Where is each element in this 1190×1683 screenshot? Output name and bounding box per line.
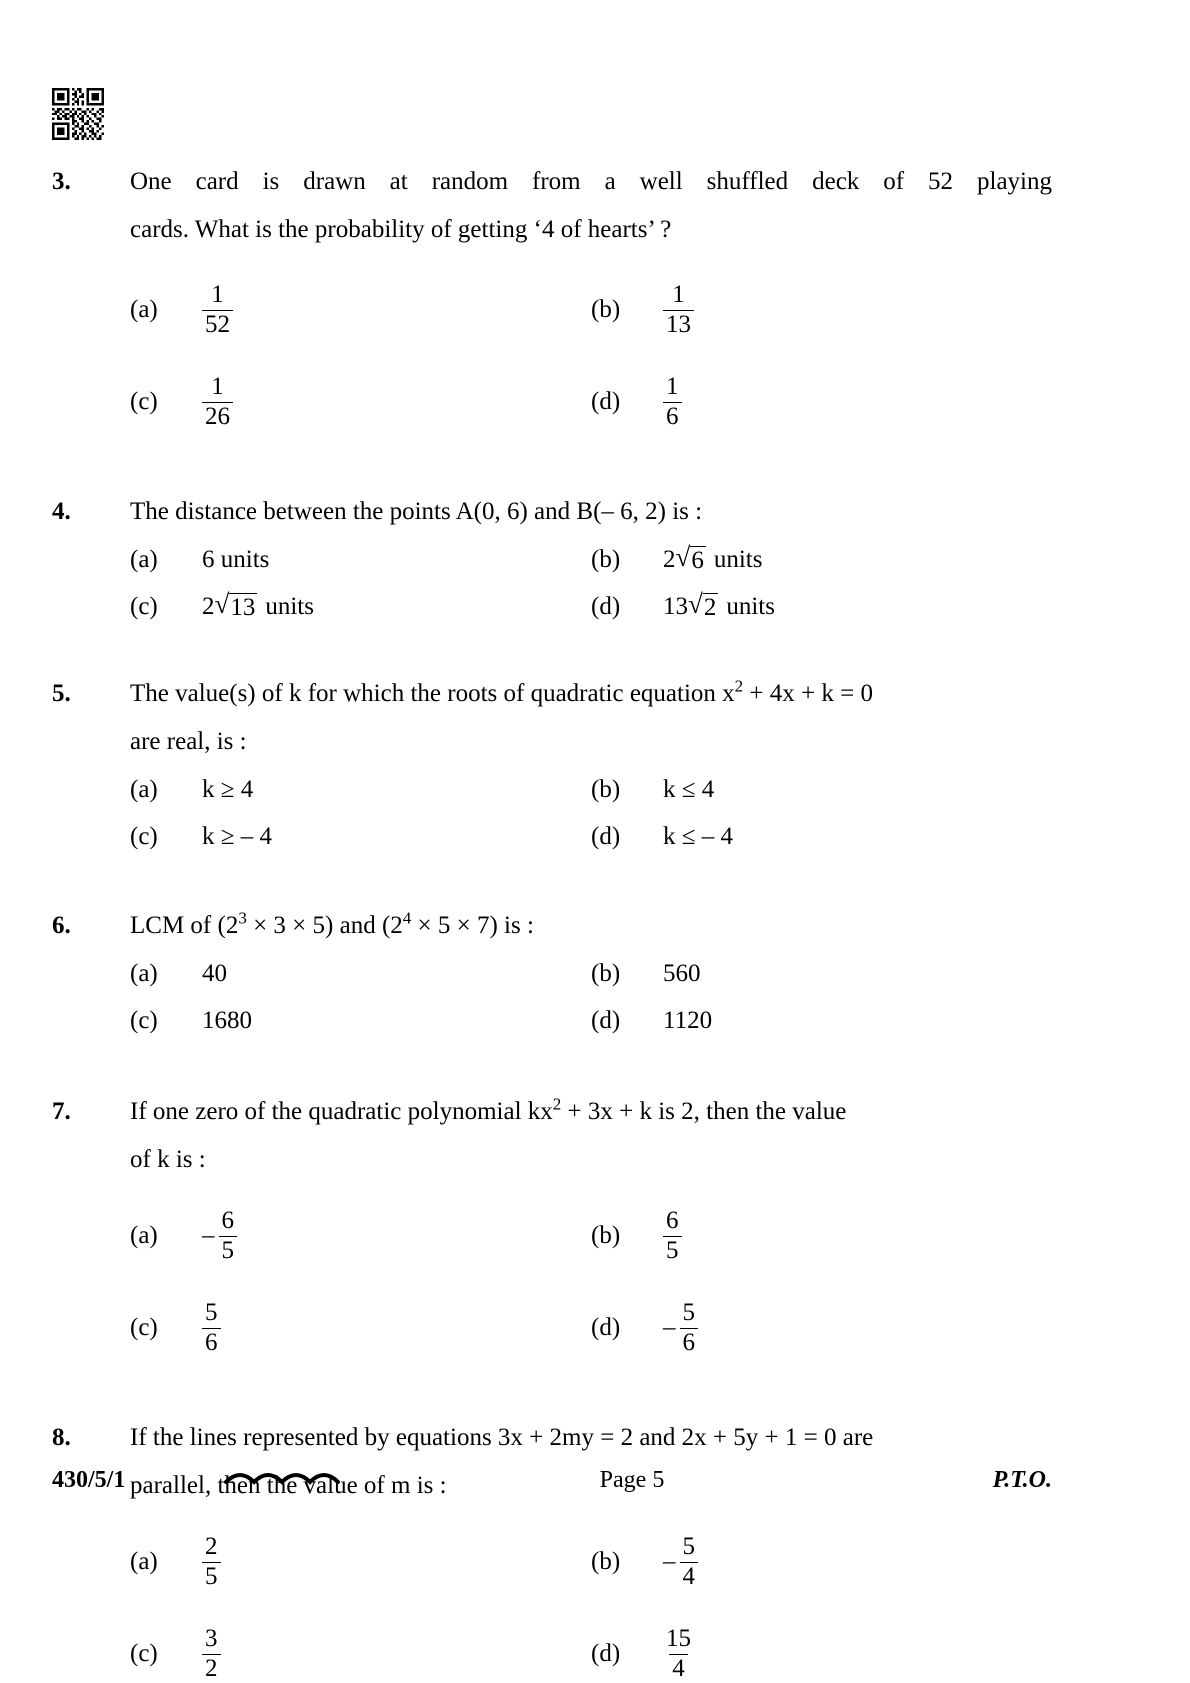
option-b-value	[663, 1534, 698, 1590]
square-root-icon	[688, 591, 718, 621]
unit-label: units	[265, 592, 314, 620]
question-3-option-c[interactable]	[130, 356, 591, 448]
fraction	[202, 374, 233, 430]
option-c-value	[202, 374, 233, 430]
question-5-line1-pre: The value(s) of k for which the roots of quadratic equation x	[130, 680, 735, 707]
question-3-line1: One card is drawn at random from a well shuffled deck of 52 playing	[130, 168, 1052, 195]
question-7-exponent: 2	[552, 1094, 562, 1114]
option-d-value	[663, 591, 775, 621]
minus-sign: –	[663, 1314, 676, 1341]
option-b-value: 560	[663, 959, 701, 987]
option-b-label: (b)	[591, 1548, 621, 1575]
option-c-label: (c)	[130, 592, 158, 620]
qr-code-image	[52, 88, 104, 140]
question-6-option-c[interactable]	[130, 997, 591, 1044]
option-d-label: (d)	[591, 1006, 621, 1034]
fraction	[680, 1534, 699, 1590]
question-4-option-d[interactable]	[591, 583, 1052, 630]
option-d-label: (d)	[591, 388, 621, 415]
fraction-denominator: 6	[202, 1328, 221, 1356]
fraction	[663, 1208, 682, 1264]
option-d-value: 1120	[663, 1006, 713, 1034]
radicand: 6	[691, 547, 704, 575]
question-6-pre: LCM of (2	[130, 912, 239, 939]
question-5-option-d[interactable]	[591, 813, 1052, 860]
radical-sign: √	[214, 589, 230, 620]
option-d-label: (d)	[591, 822, 621, 850]
option-b-value: k ≤ 4	[663, 775, 715, 803]
question-7-number: 7.	[52, 1098, 71, 1125]
fraction-numerator: 6	[221, 1207, 234, 1235]
question-5-exponent: 2	[734, 676, 744, 696]
fraction-denominator: 4	[669, 1654, 688, 1682]
option-d-value	[663, 374, 682, 430]
minus-sign: –	[663, 1548, 676, 1575]
question-7-line1-post: + 3x + k is 2, then the value	[561, 1098, 847, 1125]
radical-sign: √	[688, 589, 703, 620]
page-footer	[52, 1467, 1052, 1494]
question-7-option-a[interactable]	[130, 1190, 591, 1282]
question-5-line1	[130, 670, 1052, 718]
paper-code: 430/5/1	[52, 1467, 126, 1493]
fraction-denominator: 52	[202, 310, 233, 338]
question-7-line2: of k is :	[130, 1146, 206, 1173]
fraction	[663, 282, 694, 338]
option-a-value	[202, 1534, 221, 1590]
question-6-number: 6.	[52, 912, 71, 939]
option-a-value: k ≥ 4	[202, 775, 254, 803]
unit-label: units	[726, 592, 775, 620]
question-8-number: 8.	[52, 1424, 71, 1451]
question-3-number: 3.	[52, 168, 71, 195]
fraction-numerator: 6	[666, 1207, 679, 1235]
fraction	[202, 282, 233, 338]
radical-coefficient: 2	[663, 545, 676, 573]
fraction-numerator: 5	[682, 1533, 695, 1561]
fraction-numerator: 1	[211, 373, 224, 401]
option-c-label: (c)	[130, 1640, 158, 1667]
option-b-value	[663, 282, 694, 338]
qr-code	[52, 88, 104, 140]
question-6-option-b[interactable]	[591, 950, 1052, 997]
option-c-label: (c)	[130, 1006, 158, 1034]
option-d-value: k ≤ – 4	[663, 822, 733, 850]
fraction-numerator: 5	[205, 1299, 218, 1327]
radical-sign: √	[675, 542, 691, 573]
minus-sign: –	[202, 1222, 215, 1249]
option-a-value	[202, 1208, 237, 1264]
fraction	[202, 1626, 221, 1682]
question-8-line2: parallel, then the value of m is :	[130, 1472, 447, 1499]
question-4-option-a[interactable]	[130, 536, 591, 583]
question-7-line1-pre: If one zero of the quadratic polynomial kx	[130, 1098, 553, 1125]
pto-label: P.T.O.	[992, 1467, 1052, 1493]
option-c-value	[202, 1300, 221, 1356]
option-c-value: 1680	[202, 1006, 252, 1034]
question-7-options	[130, 1190, 1052, 1374]
question-8-option-d[interactable]	[591, 1608, 1052, 1683]
question-8-option-a[interactable]	[130, 1516, 591, 1608]
question-3-line2: cards. What is the probability of getting ‘4 of hearts’ ?	[130, 216, 672, 243]
option-b-label: (b)	[591, 1222, 621, 1249]
option-d-value	[663, 1300, 698, 1356]
page-number: Page 5	[599, 1467, 665, 1493]
question-4-line1: The distance between the points A(0, 6) and B(– 6, 2) is :	[130, 498, 703, 525]
fraction-denominator: 2	[202, 1654, 221, 1682]
radicand: 13	[230, 594, 256, 622]
fraction-numerator: 5	[682, 1299, 695, 1327]
fraction-denominator: 26	[202, 402, 233, 430]
wave-ornament-icon	[222, 1470, 352, 1492]
fraction-numerator: 15	[666, 1625, 691, 1653]
unit-label: units	[713, 545, 763, 573]
option-a-label: (a)	[130, 775, 158, 803]
option-b-value	[663, 1208, 682, 1264]
option-a-label: (a)	[130, 545, 158, 573]
questions-container	[52, 158, 1052, 1683]
question-5-number: 5.	[52, 680, 71, 707]
question-7-option-b[interactable]	[591, 1190, 1052, 1282]
option-a-value	[202, 282, 233, 338]
option-c-label: (c)	[130, 388, 158, 415]
option-c-label: (c)	[130, 1314, 158, 1341]
fraction	[680, 1300, 699, 1356]
option-a-value: 6 units	[202, 545, 270, 573]
question-5-line2: are real, is :	[130, 728, 247, 755]
question-5-option-a[interactable]	[130, 766, 591, 813]
question-7-line1	[130, 1088, 1052, 1136]
fraction-denominator: 13	[663, 310, 694, 338]
question-3-option-b[interactable]	[591, 264, 1052, 356]
option-a-label: (a)	[130, 296, 158, 323]
fraction	[202, 1534, 221, 1590]
option-b-label: (b)	[591, 959, 621, 987]
question-5-options	[130, 766, 1052, 860]
option-a-label: (a)	[130, 1548, 158, 1575]
square-root-icon	[215, 591, 258, 621]
question-3	[52, 158, 1052, 448]
fraction-denominator: 6	[663, 402, 682, 430]
wave-ornament-image	[222, 1470, 342, 1492]
fraction-numerator: 1	[672, 281, 685, 309]
question-5-option-b[interactable]	[591, 766, 1052, 813]
fraction-denominator: 5	[219, 1236, 238, 1264]
question-6-option-a[interactable]	[130, 950, 591, 997]
option-a-label: (a)	[130, 1222, 158, 1249]
question-4	[52, 488, 1052, 630]
question-7-option-c[interactable]	[130, 1282, 591, 1374]
question-8-line1: If the lines represented by equations 3x + 2my = 2 and 2x + 5y + 1 = 0 are	[130, 1424, 874, 1451]
question-4-options	[130, 536, 1052, 630]
option-b-label: (b)	[591, 775, 621, 803]
question-5-option-c[interactable]	[130, 813, 591, 860]
question-4-option-c[interactable]	[130, 583, 591, 630]
option-d-label: (d)	[591, 1640, 621, 1667]
option-a-value: 40	[202, 959, 227, 987]
fraction	[663, 1626, 694, 1682]
question-8-option-c[interactable]	[130, 1608, 591, 1683]
question-8	[52, 1414, 1052, 1683]
question-6-option-d[interactable]	[591, 997, 1052, 1044]
option-c-value: k ≥ – 4	[202, 822, 272, 850]
radicand: 2	[703, 594, 717, 622]
radical-coefficient: 13	[663, 592, 688, 620]
option-c-value	[202, 591, 314, 621]
question-5	[52, 670, 1052, 860]
fraction-denominator: 5	[663, 1236, 682, 1264]
question-6-mid: × 3 × 5) and (2	[246, 912, 403, 939]
fraction-numerator: 3	[205, 1625, 218, 1653]
fraction	[219, 1208, 238, 1264]
fraction-numerator: 2	[205, 1533, 218, 1561]
question-3-options	[130, 264, 1052, 448]
fraction-numerator: 1	[211, 281, 224, 309]
fraction-denominator: 6	[680, 1328, 699, 1356]
fraction	[202, 1300, 221, 1356]
question-6-options	[130, 950, 1052, 1044]
question-8-options	[130, 1516, 1052, 1683]
option-d-label: (d)	[591, 592, 621, 620]
option-b-label: (b)	[591, 545, 621, 573]
question-3-option-d[interactable]	[591, 356, 1052, 448]
question-6-post: × 5 × 7) is :	[411, 912, 534, 939]
question-4-option-b[interactable]	[591, 536, 1052, 583]
fraction-numerator: 1	[666, 373, 679, 401]
question-5-line1-post: + 4x + k = 0	[743, 680, 873, 707]
radical-coefficient: 2	[202, 592, 215, 620]
question-8-option-b[interactable]	[591, 1516, 1052, 1608]
fraction-denominator: 5	[202, 1562, 221, 1590]
question-7-option-d[interactable]	[591, 1282, 1052, 1374]
question-6	[52, 902, 1052, 1044]
option-d-value	[663, 1626, 694, 1682]
square-root-icon	[676, 544, 706, 574]
option-d-label: (d)	[591, 1314, 621, 1341]
question-7	[52, 1088, 1052, 1374]
fraction-denominator: 4	[680, 1562, 699, 1590]
fraction	[663, 374, 682, 430]
option-a-label: (a)	[130, 959, 158, 987]
option-b-label: (b)	[591, 296, 621, 323]
question-6-exponent-2: 4	[402, 908, 412, 928]
question-6-text	[130, 902, 1052, 950]
option-b-value	[663, 544, 762, 574]
question-3-option-a[interactable]	[130, 264, 591, 356]
question-6-exponent-1: 3	[238, 908, 247, 928]
question-4-number: 4.	[52, 498, 71, 525]
option-c-value	[202, 1626, 221, 1682]
option-c-label: (c)	[130, 822, 158, 850]
